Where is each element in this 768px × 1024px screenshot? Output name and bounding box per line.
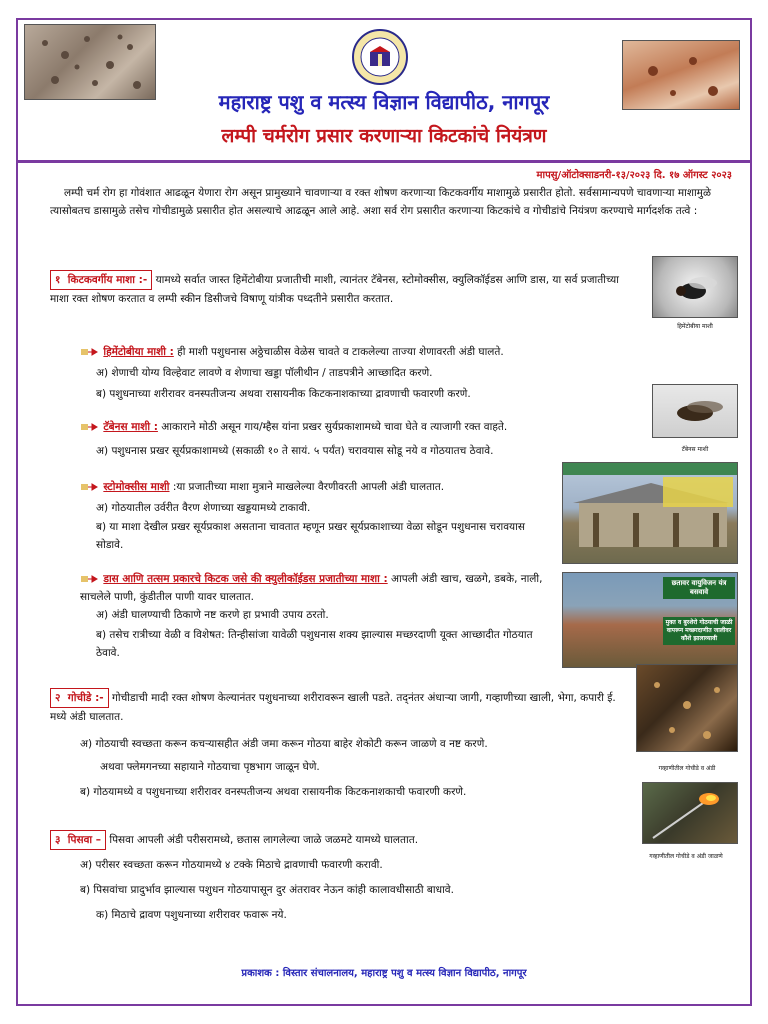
- section-2-body: गोचीडाची मादी रक्त शोषण केल्यानंतर पशुधनाच्या शरीरावरून खाली पडते. तद्नंतर अंधाऱ्या जागी, गव्हाणीच्या खाली, भेगा, कपारी ई. मध्ये अंडी घालतात.: [50, 692, 616, 723]
- publisher-footer: प्रकाशक : विस्तार संचालनालय, महाराष्ट्र पशु व मत्स्य विज्ञान विद्यापीठ, नागपूर: [241, 968, 527, 979]
- hippobosca-fly-photo: [652, 256, 738, 318]
- tick-photo-caption: गव्हाणीतील गोचीडे व अंडी: [658, 765, 716, 772]
- flame-photo-caption: गव्हाणीतील गोचीडे व अंडी जाळणे: [649, 853, 723, 860]
- sub4-point-a: अ) अंडी घालण्याची ठिकाणे नष्ट करणे हा प्रभावी उपाय ठरतो.: [96, 609, 329, 621]
- section-3-text: [50, 830, 630, 850]
- flame-gun-photo: [642, 782, 738, 844]
- sub3-title: स्टोमोक्सीस माशी: [103, 481, 170, 493]
- intro-paragraph: लम्पी चर्म रोग हा गोवंशात आढळून येणारा रोग असून प्रामुख्याने चावणाऱ्या व रक्त शोषण करणाऱ्या किटकवर्गीय माशामुळे प्रसारीत होतो. सर्वसामान्यपणे चावणाऱ्या माशामुळे त्यासोबतच डासामुळे तसेच गोचीडामुळे प्रसारीत होत असल्याचे आढळून आले आहे. अशा सर्व रोग प्रसारीत करणाऱ्या किटकांचे व गोचीडांचे नियंत्रण करण्याचे मार्गदर्शक तत्वे :: [50, 187, 711, 217]
- section-3-number: ३: [55, 834, 61, 846]
- hippobosca-photo-caption: हिमेंटोबीया माशी: [677, 323, 713, 330]
- ventilator-label: छतावर वायुविजन यंत्र बसवावे: [663, 577, 735, 599]
- section-2-heading: [50, 688, 109, 708]
- sub3-point-b: ब) या माशा देखील प्रखर सूर्यप्रकाश असताना चावतात म्हणून प्रखर सूर्यप्रकाशाच्या वेळा सोडून पशुधनास चरावयास सोडावे.: [96, 521, 525, 551]
- section-1-heading: [50, 270, 152, 290]
- sub2-point-a: अ) पशुधनास प्रखर सूर्यप्रकाशामध्ये (सकाळी १० ते सायं. ५ पर्यंत) चरावयास सोडू नये व गोठयातच ठेवावे.: [96, 445, 494, 457]
- shed-graphic: [563, 463, 738, 564]
- section-1-text: [50, 270, 640, 308]
- section-2-point-b: ब) गोठयामध्ये व पशुधनाच्या शरीरावर वनस्पतीजन्य अथवा रासायनीक किटकनाशकाची फवारणी करणे.: [80, 786, 467, 798]
- mesh-label: मुक्त व बुरशेरो गोठयाची जाळी वापरून मच्छरदाणीत जालीवर कौशे झालाव्यावी: [663, 617, 735, 645]
- section-2-point-a: अ) गोठयाची स्वच्छता करून कचऱ्यासहीत अंडी जमा करून गोठया बाहेर शेकोटी करून जाळणे व नष्ट करणे.: [80, 738, 488, 750]
- tick-infested-manger-photo: [636, 664, 738, 752]
- sub4-text: आपली अंडी खाच, खळगे, डबके, नाली, साचलेले पाणी, कुंडीतील पाणी यावर घालतात.: [80, 573, 543, 603]
- pointing-hand-icon: [80, 573, 98, 585]
- reference-number: मापसु/ऑटोक्साडनरी-१३/२०२३ दि. १७ ऑगस्ट २०२३: [536, 170, 732, 181]
- section-1-number: १: [55, 274, 61, 286]
- tabanus-fly-photo: [652, 384, 738, 438]
- section-3-heading: [50, 830, 106, 850]
- section-1-body: यामध्ये सर्वात जास्त हिमेंटोबीया प्रजातीची माशी, त्यानंतर टॅबेनस, स्टोमोक्सीस, क्युलिकॉईडस आणि डास, या सर्व प्रजातीच्या माशा रक्त शोषण करतात व लम्पी स्कीन डिसीजचे विषाणू यांत्रीक पध्दतीने प्रसारीत करतात.: [50, 274, 619, 305]
- cattle-shed-photo: [562, 462, 738, 564]
- sub4-point-b: ब) तसेच रात्रीच्या वेळी व विशेषत: तिन्हीसांजा यावेळी पशुधनास शक्य झाल्यास मच्छरदाणी यूक्त आच्छादीत गोठयात ठेवावे.: [96, 629, 533, 659]
- section-3-title: पिसवा –: [67, 834, 102, 846]
- section-2-text: [50, 688, 630, 726]
- pointing-hand-icon: [80, 481, 98, 493]
- sub3-text: :या प्रजातीच्या माशा मुत्राने माखलेल्या वैरणीवरती आपली अंडी घालतात.: [172, 481, 445, 493]
- section-3-point-c: क) मिठाचे द्रावण पशुधनाच्या शरीरावर फवारू नये.: [96, 909, 287, 921]
- fly-graphic: [653, 257, 738, 318]
- sub3-line: [80, 478, 560, 496]
- sub3-point-a: अ) गोठयातील उर्वरीत वैरण शेणाच्या खड्डयामध्ये टाकावी.: [96, 502, 311, 514]
- tabanus-photo-caption: टॅबेनस माशी: [681, 446, 709, 453]
- section-2-number: २: [55, 692, 61, 704]
- sub1-title: हिमेंटोबीया माशी :: [103, 346, 174, 358]
- section-3-point-a: अ) परीसर स्वच्छता करून गोठयामध्ये ४ टक्के मिठाचे द्रावणाची फवारणी करावी.: [80, 859, 383, 871]
- tabanus-graphic: [653, 385, 738, 438]
- sub2-line: [80, 418, 660, 436]
- ventilated-shed-photo: [562, 572, 738, 668]
- section-2-title: गोचीडे :-: [67, 692, 104, 704]
- section-3-point-b: ब) पिसवांचा प्रादुर्भाव झाल्यास पशुधन गोठयापासून दुर अंतरावर नेऊन कांही कालावधीसाठी बाधावे.: [80, 884, 454, 896]
- sub4-line: [80, 570, 550, 606]
- pointing-hand-icon: [80, 421, 98, 433]
- pointing-hand-icon: [80, 346, 98, 358]
- sub1-text: ही माशी पशुधनास अठ्ठेचाळीस वेळेस चावते व टाकलेल्या ताज्या शेणावरती अंडी घालते.: [177, 346, 504, 358]
- university-emblem: [349, 28, 411, 86]
- ticks-graphic: [637, 665, 738, 752]
- page-title: लम्पी चर्मरोग प्रसार करणाऱ्या किटकांचे नियंत्रण: [221, 125, 547, 147]
- section-3-body: पिसवा आपली अंडी परीसरामध्ये, छतास लागलेल्या जाळे जळमटे यामध्ये घालतात.: [109, 834, 419, 846]
- sub1-line: [80, 343, 660, 361]
- university-name: महाराष्ट्र पशु व मत्स्य विज्ञान विद्यापीठ, नागपूर: [218, 90, 550, 114]
- section-2-point-alt: अथवा फ्लेमगनच्या सहायाने गोठयाचा पृष्ठभाग जाळून घेणे.: [100, 761, 320, 773]
- sub1-point-a: अ) शेणाची योग्य विल्हेवाट लावणे व शेणाचा खड्डा पॉलीथीन / ताडपत्रीने आच्छादित करणे.: [96, 367, 433, 379]
- header-divider: [16, 160, 752, 163]
- sub1-point-b: ब) पशुधनाच्या शरीरावर वनस्पतीजन्य अथवा रासायनीक किटकनाशकाच्या द्रावणाची फवारणी करणे.: [96, 388, 471, 400]
- sub4-title: डास आणि तत्सम प्रकारचे किटक जसे की क्युलीकॉईडस प्रजातीच्या माशा :: [103, 573, 388, 585]
- sub2-title: टॅबेनस माशी :: [103, 421, 158, 433]
- section-1-title: किटकवर्गीय माशा :-: [67, 274, 148, 286]
- flame-graphic: [643, 783, 738, 844]
- sub2-text: आकाराने मोठी असून गाय/म्हैस यांना प्रखर सुर्यप्रकाशामध्ये चावा घेते व त्याजागी रक्त वाहते.: [161, 421, 508, 433]
